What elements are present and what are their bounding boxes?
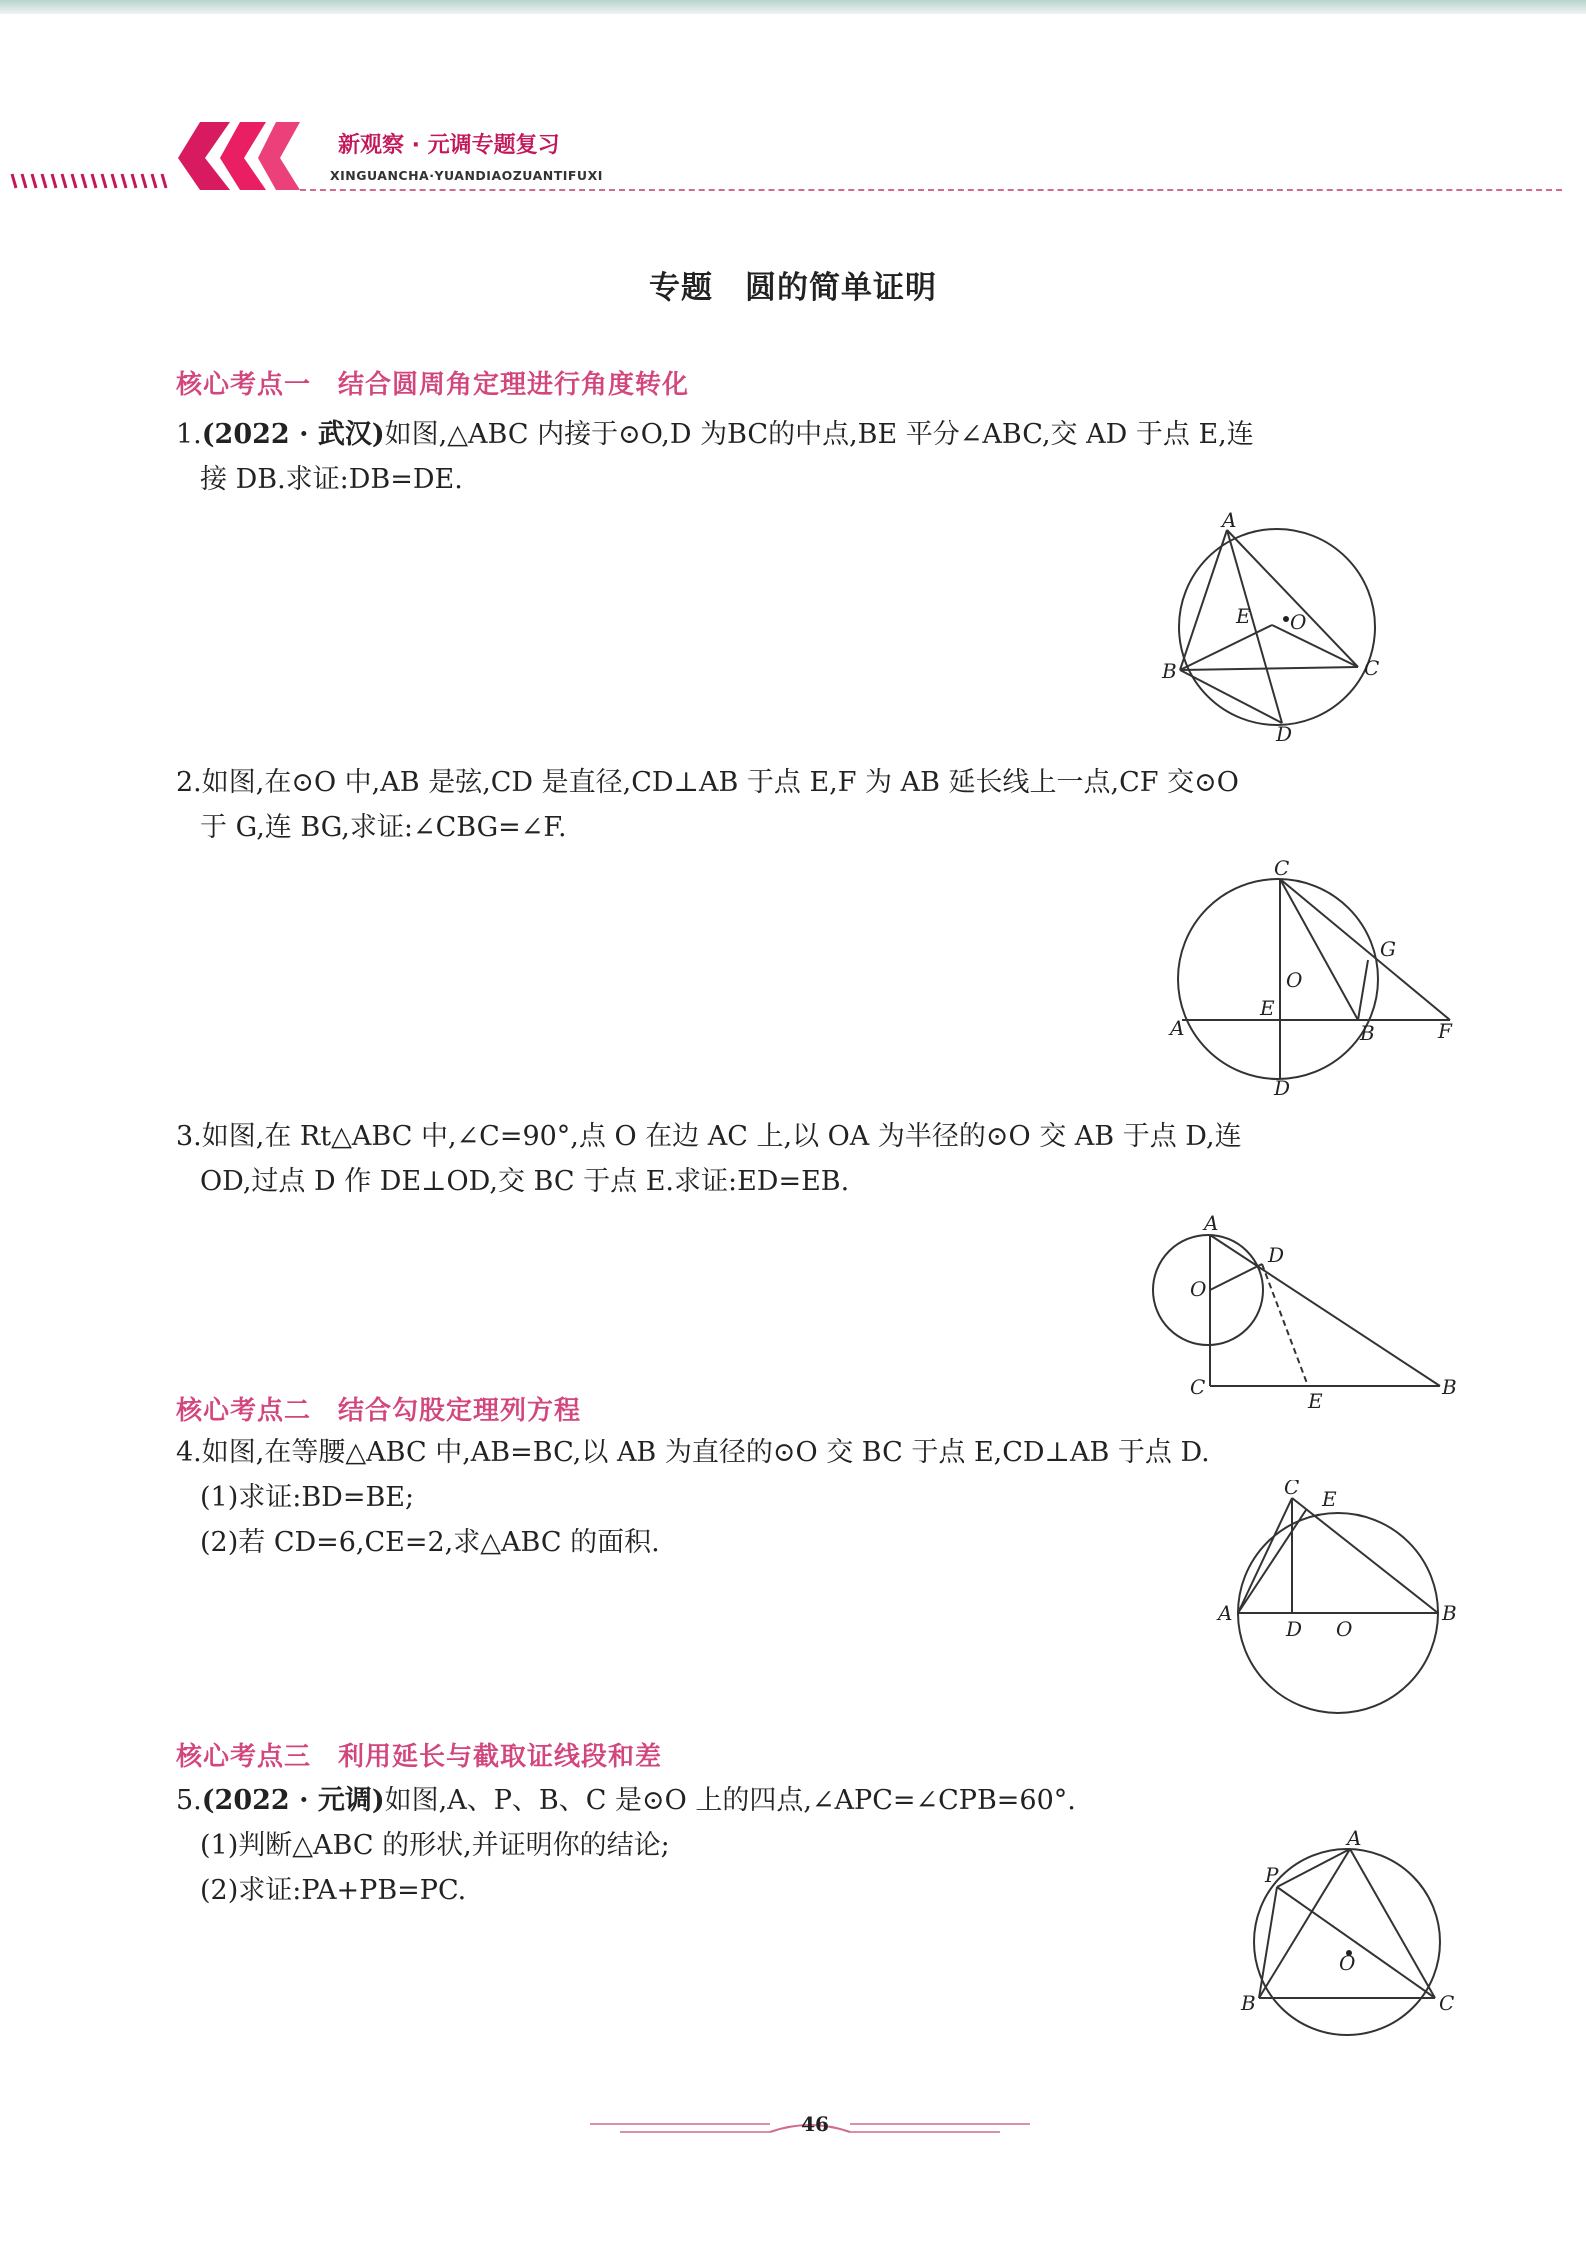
header-title: 新观察 · 元调专题复习	[338, 133, 560, 158]
label-B: B	[1162, 659, 1177, 683]
problem-1-line1: 如图,△ABC 内接于⊙O,D 为BC的中点,BE 平分∠ABC,交 AD 于点 E,连	[384, 419, 1254, 450]
label-O: O	[1290, 610, 1307, 634]
label-B: B	[1360, 1021, 1375, 1045]
header-divider	[300, 189, 1562, 191]
label-D: D	[1276, 722, 1293, 745]
label-D: D	[1268, 1243, 1285, 1267]
label-O: O	[1190, 1277, 1207, 1301]
label-C: C	[1439, 1991, 1455, 2015]
label-C: C	[1190, 1375, 1206, 1399]
problem-5-q2: (2)求证:PA+PB=PC.	[200, 1875, 467, 1906]
problem-1-line2: 接 DB.求证:DB=DE.	[200, 464, 463, 495]
page-title: 专题 圆的简单证明	[649, 270, 937, 306]
problem-5-number: 5.	[176, 1785, 202, 1816]
problem-4-line1: 4.如图,在等腰△ABC 中,AB=BC,以 AB 为直径的⊙O 交 BC 于点 E,CD⊥AB 于点 D.	[176, 1437, 1210, 1468]
problem-1	[176, 412, 1476, 502]
problem-3-line1: 3.如图,在 Rt△ABC 中,∠C=90°,点 O 在边 AC 上,以 OA 为半径的⊙O 交 AB 于点 D,连	[176, 1121, 1242, 1152]
label-E: E	[1322, 1487, 1337, 1511]
problem-3	[176, 1114, 1476, 1204]
label-A: A	[1204, 1211, 1219, 1235]
section-heading-2: 核心考点二 结合勾股定理列方程	[176, 1396, 582, 1426]
figure-5	[1235, 1830, 1470, 2050]
label-D: D	[1274, 1076, 1291, 1100]
problem-1-number: 1.	[176, 419, 202, 450]
figure-1	[1160, 505, 1400, 745]
label-C: C	[1364, 656, 1380, 680]
label-A: A	[1170, 1016, 1185, 1040]
label-A: A	[1218, 1601, 1233, 1625]
figure-2	[1160, 855, 1470, 1100]
page-number: 46	[801, 2112, 829, 2136]
figure-3	[1140, 1210, 1470, 1415]
problem-2-line2: 于 G,连 BG,求证:∠CBG=∠F.	[200, 812, 567, 843]
figure-4	[1210, 1480, 1470, 1715]
header-chevron-logo	[0, 110, 330, 195]
label-A: A	[1222, 508, 1237, 532]
label-C: C	[1274, 856, 1290, 880]
label-E: E	[1260, 996, 1275, 1020]
top-decor-strip	[0, 0, 1586, 14]
label-G: G	[1380, 937, 1396, 961]
figure-1-center-dot	[1284, 617, 1288, 621]
problem-2-line1: 2.如图,在⊙O 中,AB 是弦,CD 是直径,CD⊥AB 于点 E,F 为 AB 延长线上一点,CF 交⊙O	[176, 767, 1239, 798]
section-heading-1: 核心考点一 结合圆周角定理进行角度转化	[176, 370, 690, 400]
section-heading-3: 核心考点三 利用延长与截取证线段和差	[176, 1742, 663, 1772]
problem-2	[176, 760, 1476, 850]
problem-5-source: (2022 · 元调)	[201, 1785, 385, 1816]
label-B: B	[1442, 1375, 1457, 1399]
figure-2-circle	[1178, 879, 1378, 1079]
problem-3-line2: OD,过点 D 作 DE⊥OD,交 BC 于点 E.求证:ED=EB.	[200, 1166, 850, 1197]
label-E: E	[1236, 604, 1251, 628]
label-O: O	[1286, 968, 1303, 992]
problem-5-q1: (1)判断△ABC 的形状,并证明你的结论;	[200, 1830, 670, 1861]
label-P: P	[1265, 1863, 1279, 1887]
problem-1-source: (2022 · 武汉)	[201, 419, 385, 450]
label-F: F	[1438, 1019, 1452, 1043]
problem-5-line1: 如图,A、P、B、C 是⊙O 上的四点,∠APC=∠CPB=60°.	[384, 1785, 1076, 1816]
label-E: E	[1308, 1389, 1323, 1413]
label-A: A	[1347, 1830, 1362, 1850]
figure-5-circle	[1254, 1849, 1440, 2035]
label-O: O	[1339, 1951, 1356, 1975]
problem-4-q2: (2)若 CD=6,CE=2,求△ABC 的面积.	[200, 1527, 660, 1558]
label-D: D	[1286, 1617, 1303, 1641]
label-O: O	[1336, 1617, 1353, 1641]
label-B: B	[1442, 1601, 1457, 1625]
label-B: B	[1241, 1991, 1256, 2015]
figure-3-circle	[1153, 1235, 1263, 1345]
label-C: C	[1284, 1480, 1300, 1499]
header-subtitle: XINGUANCHA·YUANDIAOZUANTIFUXI	[330, 168, 603, 183]
problem-4-q1: (1)求证:BD=BE;	[200, 1482, 415, 1513]
